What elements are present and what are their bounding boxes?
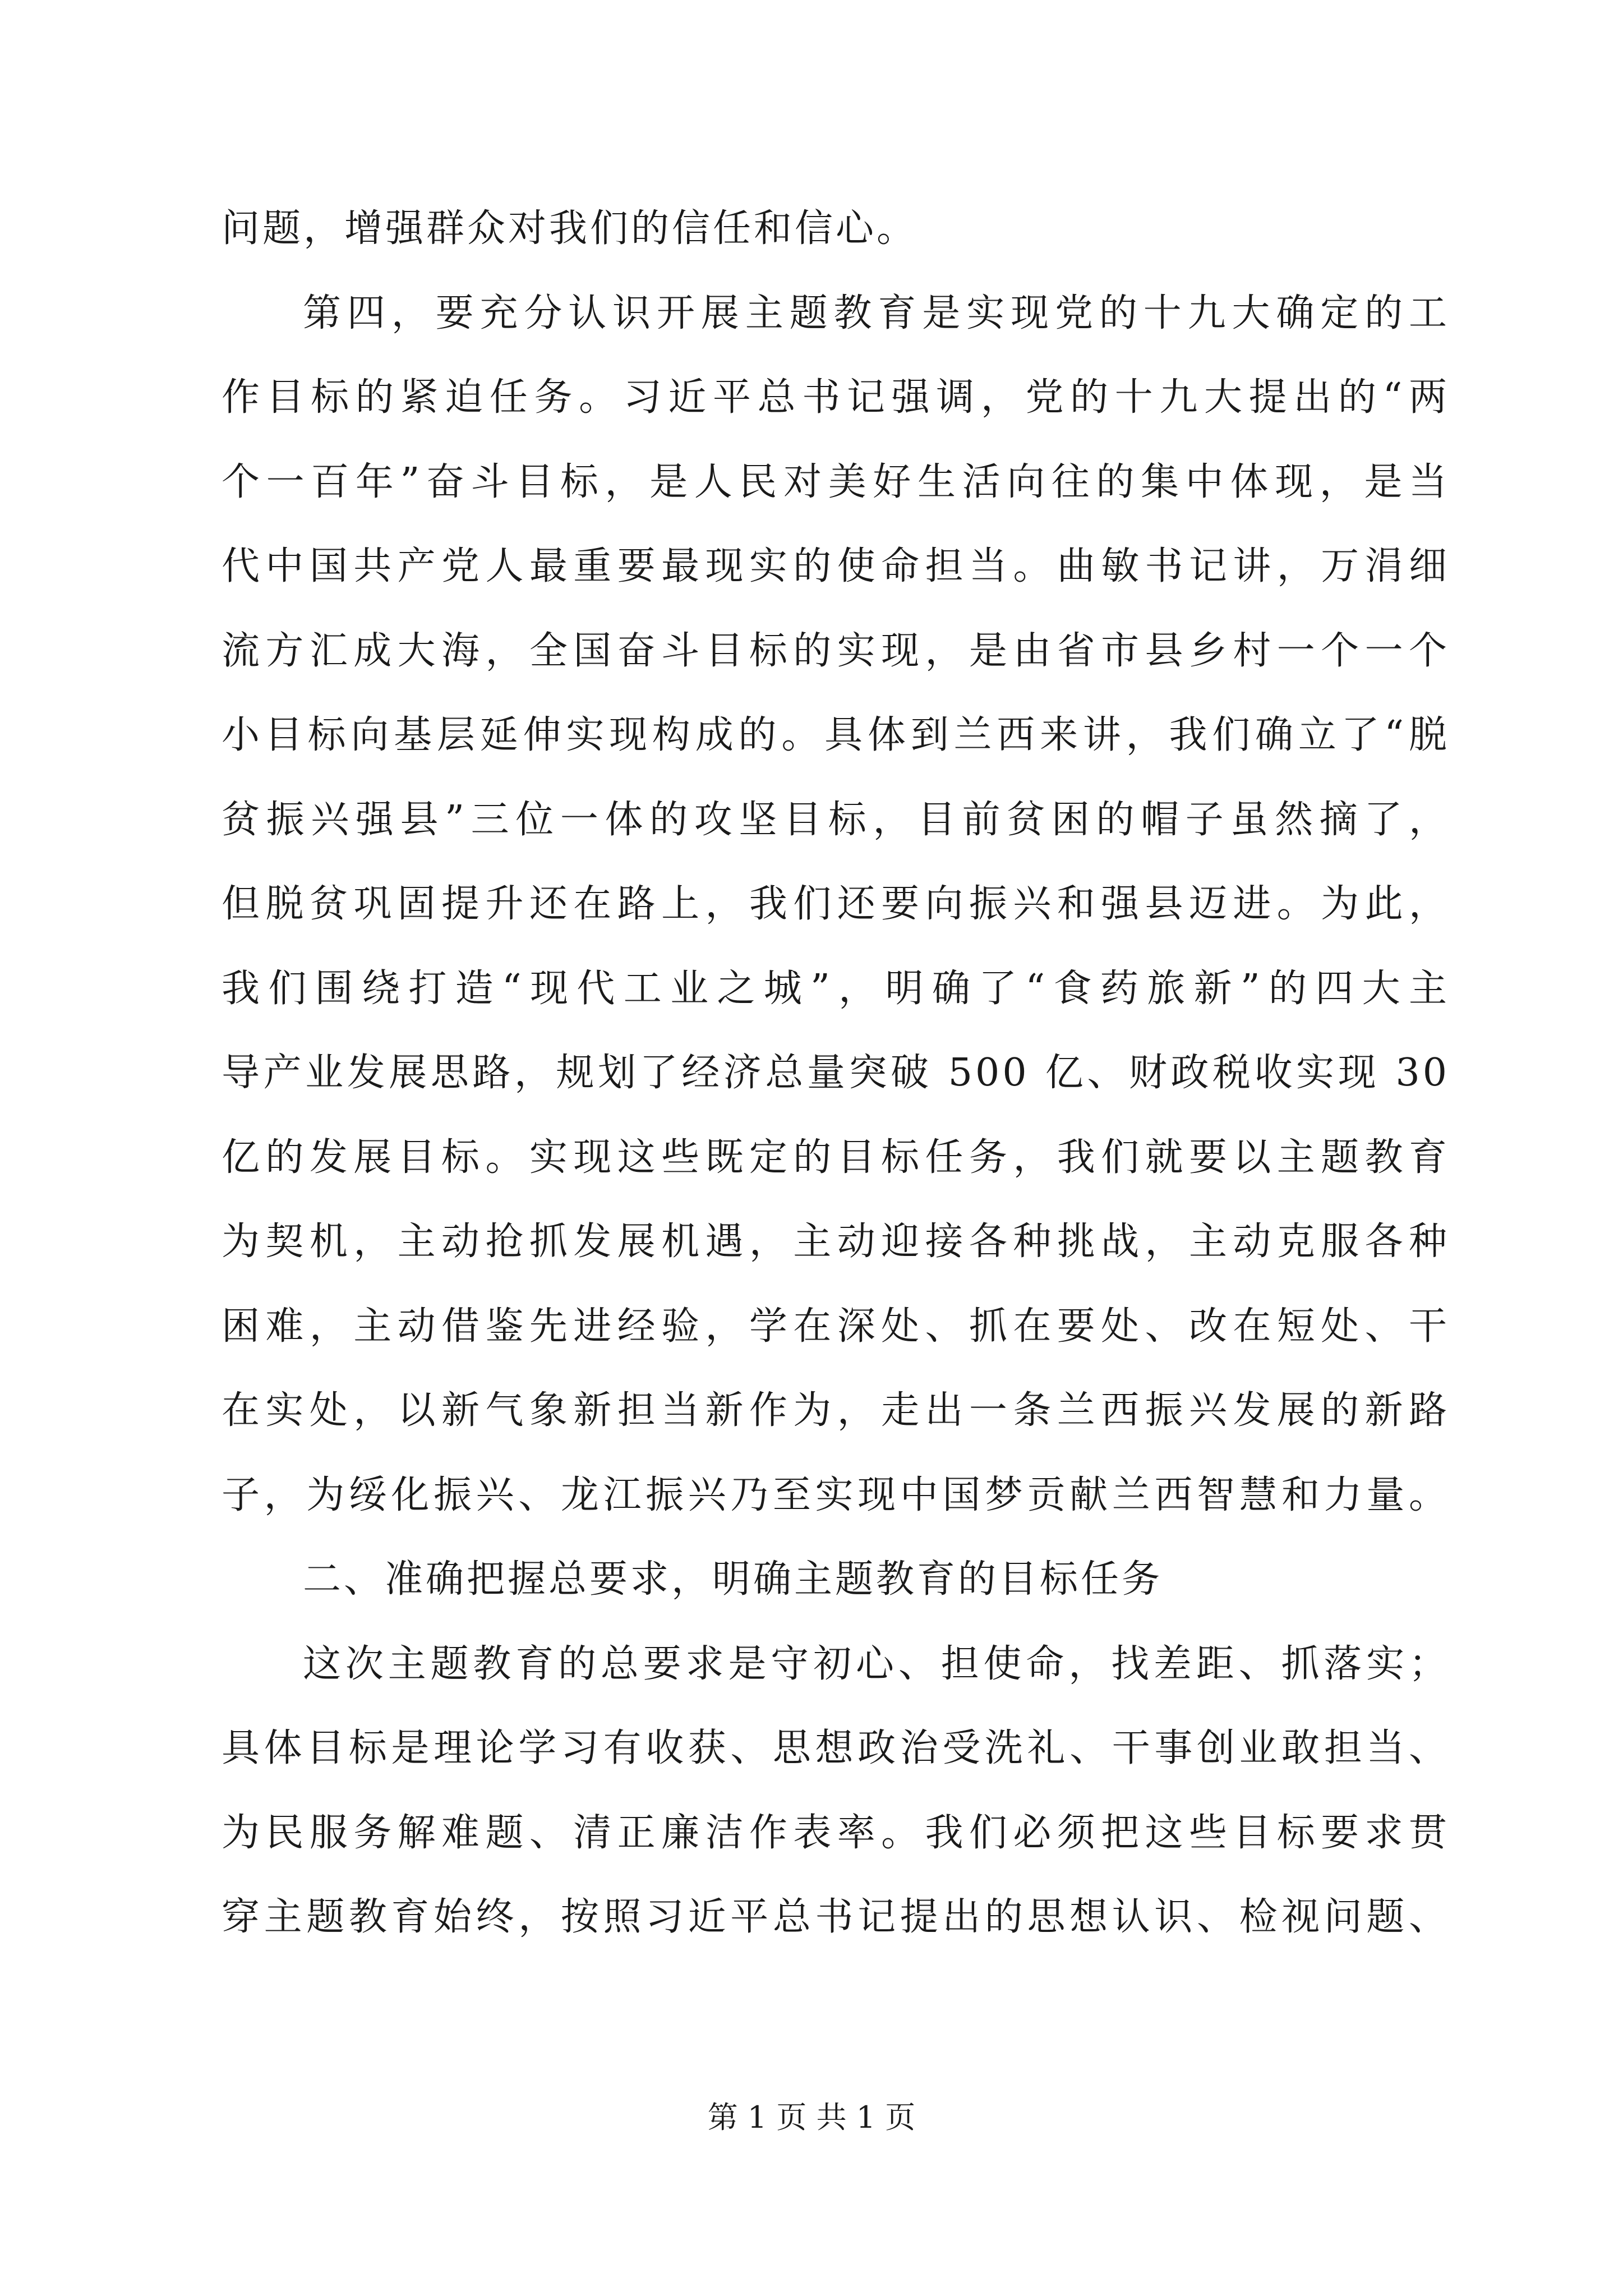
text-line: 为民服务解难题、清正廉洁作表率。我们必须把这些目标要求贯 (222, 1811, 1450, 1855)
text-line: 我们围绕打造“现代工业之城”，明确了“食药旅新”的四大主 (222, 967, 1450, 1011)
text-line: 代中国共产党人最重要最现实的使命担当。曲敏书记讲，万涓细 (222, 544, 1450, 588)
text-line: 为契机，主动抢抓发展机遇，主动迎接各种挑战，主动克服各种 (222, 1220, 1450, 1264)
text-line: 困难，主动借鉴先进经验，学在深处、抓在要处、改在短处、干 (222, 1304, 1450, 1349)
section-heading: 二、准确把握总要求，明确主题教育的目标任务 (303, 1557, 1163, 1602)
text-line: 流方汇成大海，全国奋斗目标的实现，是由省市县乡村一个一个 (222, 629, 1450, 673)
paragraph-start-line: 第四，要充分认识开展主题教育是实现党的十九大确定的工 (303, 291, 1450, 335)
text-line: 具体目标是理论学习有收获、思想政治受洗礼、干事创业敢担当、 (222, 1726, 1450, 1770)
text-line: 子，为绥化振兴、龙江振兴乃至实现中国梦贡献兰西智慧和力量。 (222, 1473, 1450, 1517)
text-line: 个一百年”奋斗目标，是人民对美好生活向往的集中体现，是当 (222, 460, 1450, 504)
text-line: 贫振兴强县”三位一体的攻坚目标，目前贫困的帽子虽然摘了， (222, 798, 1450, 842)
text-line: 在实处，以新气象新担当新作为，走出一条兰西振兴发展的新路 (222, 1388, 1450, 1433)
paragraph-start-line: 这次主题教育的总要求是守初心、担使命，找差距、抓落实； (303, 1642, 1450, 1686)
text-line: 但脱贫巩固提升还在路上，我们还要向振兴和强县迈进。为此， (222, 882, 1450, 926)
text-line: 导产业发展思路，规划了经济总量突破 500 亿、财政税收实现 30 (222, 1051, 1450, 1095)
text-line: 亿的发展目标。实现这些既定的目标任务，我们就要以主题教育 (222, 1135, 1450, 1180)
page-number-footer: 第 1 页 共 1 页 (707, 2100, 916, 2135)
text-line: 小目标向基层延伸实现构成的。具体到兰西来讲，我们确立了“脱 (222, 713, 1450, 757)
text-line: 穿主题教育始终，按照习近平总书记提出的思想认识、检视问题、 (222, 1895, 1450, 1939)
text-line: 作目标的紧迫任务。习近平总书记强调，党的十九大提出的“两 (222, 375, 1450, 420)
text-line: 问题，增强群众对我们的信任和信心。 (222, 206, 918, 251)
